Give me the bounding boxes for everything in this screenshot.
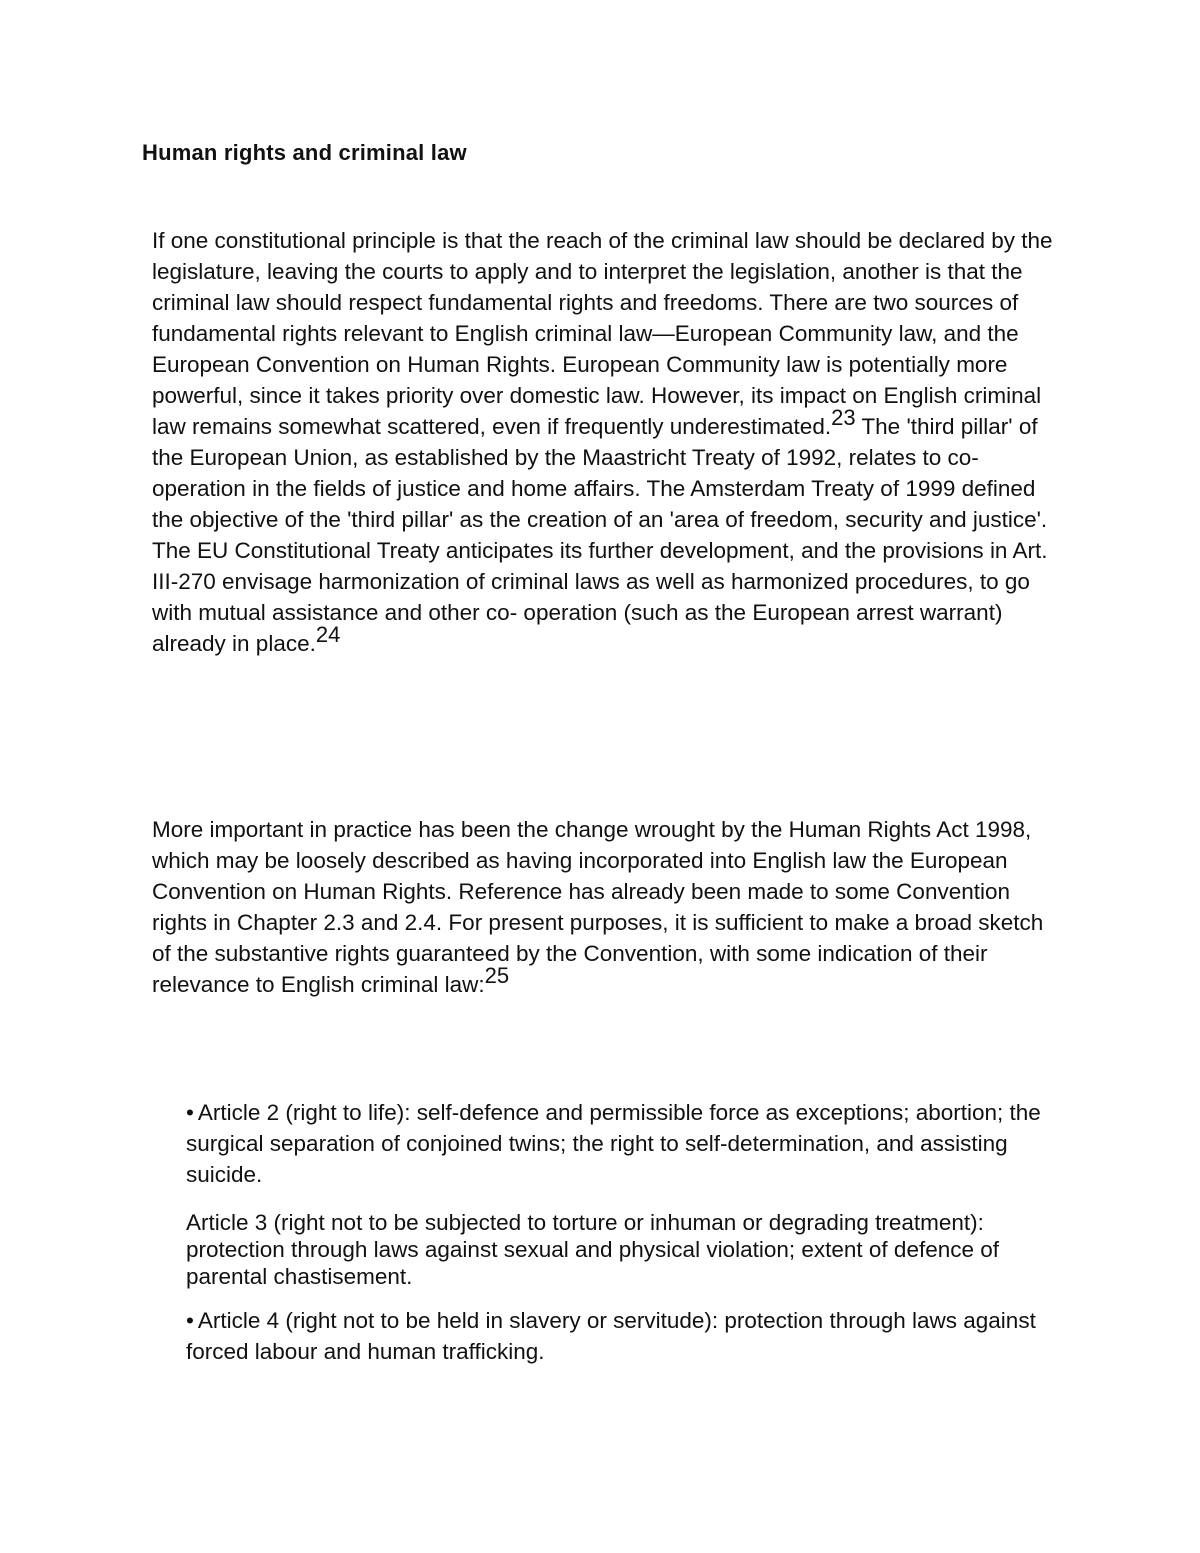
list-item — [186, 1097, 1086, 1190]
footnote-ref-24[interactable]: 24 — [315, 622, 341, 647]
list-item — [186, 1209, 1086, 1290]
bullet-icon: • — [186, 1308, 194, 1333]
list-item-text: Article 4 (right not to be held in slavery or servitude): protection through laws against forced labour and human trafficking. — [186, 1308, 1036, 1364]
paragraph-1 — [152, 225, 1062, 659]
document-title: Human rights and criminal law — [142, 140, 467, 165]
footnote-ref-25[interactable]: 25 — [484, 963, 510, 988]
bullet-icon: • — [186, 1100, 194, 1125]
footnote-ref-23[interactable]: 23 — [831, 405, 856, 430]
paragraph-1-text-b: The 'third pillar' of the European Union, as established by the Maastricht Treaty of 1992, relates to co-operation in the fields of justice and home affairs. The Amsterdam Treaty of 1999 defined the objective of the 'third pillar' as the creation of an 'area of freedom, security and justice'. The EU Constitutional Treaty anticipates its further development, and the provisions in Art. III-270 envisage harmonization of criminal laws as well as harmonized procedures, to go with mutual assistance and other co- operation (such as the European arrest warrant) already in place. — [152, 414, 1048, 656]
list-item-text: Article 3 (right not to be subjected to torture or inhuman or degrading treatment): protection through laws against sexual and physical violation; extent of defence of parental chastisement. — [186, 1210, 1000, 1289]
paragraph-2-text: More important in practice has been the change wrought by the Human Rights Act 1998, which may be loosely described as having incorporated into English law the European Convention on Human Rights. Reference has already been made to some Convention rights in Chapter 2.3 and 2.4. For present purposes, it is sufficient to make a broad sketch of the substantive rights guaranteed by the Convention, with some indication of their relevance to English criminal law: — [152, 817, 1044, 997]
paragraph-1-text-a: If one constitutional principle is that the reach of the criminal law should be declared by the legislature, leaving the courts to apply and to interpret the legislation, another is that the criminal law should respect fundamental rights and freedoms. There are two sources of fundamental rights relevant to English criminal law—European Community law, and the European Convention on Human Rights. European Community law is potentially more powerful, since it takes priority over domestic law. However, its impact on English criminal law remains somewhat scattered, even if frequently underestimated. — [152, 228, 1053, 439]
list-item-text: Article 2 (right to life): self-defence and permissible force as exceptions; abortion; the surgical separation of conjoined twins; the right to self-determination, and assisting suicide. — [186, 1100, 1041, 1187]
paragraph-2 — [152, 814, 1062, 1000]
list-item — [186, 1305, 1086, 1367]
